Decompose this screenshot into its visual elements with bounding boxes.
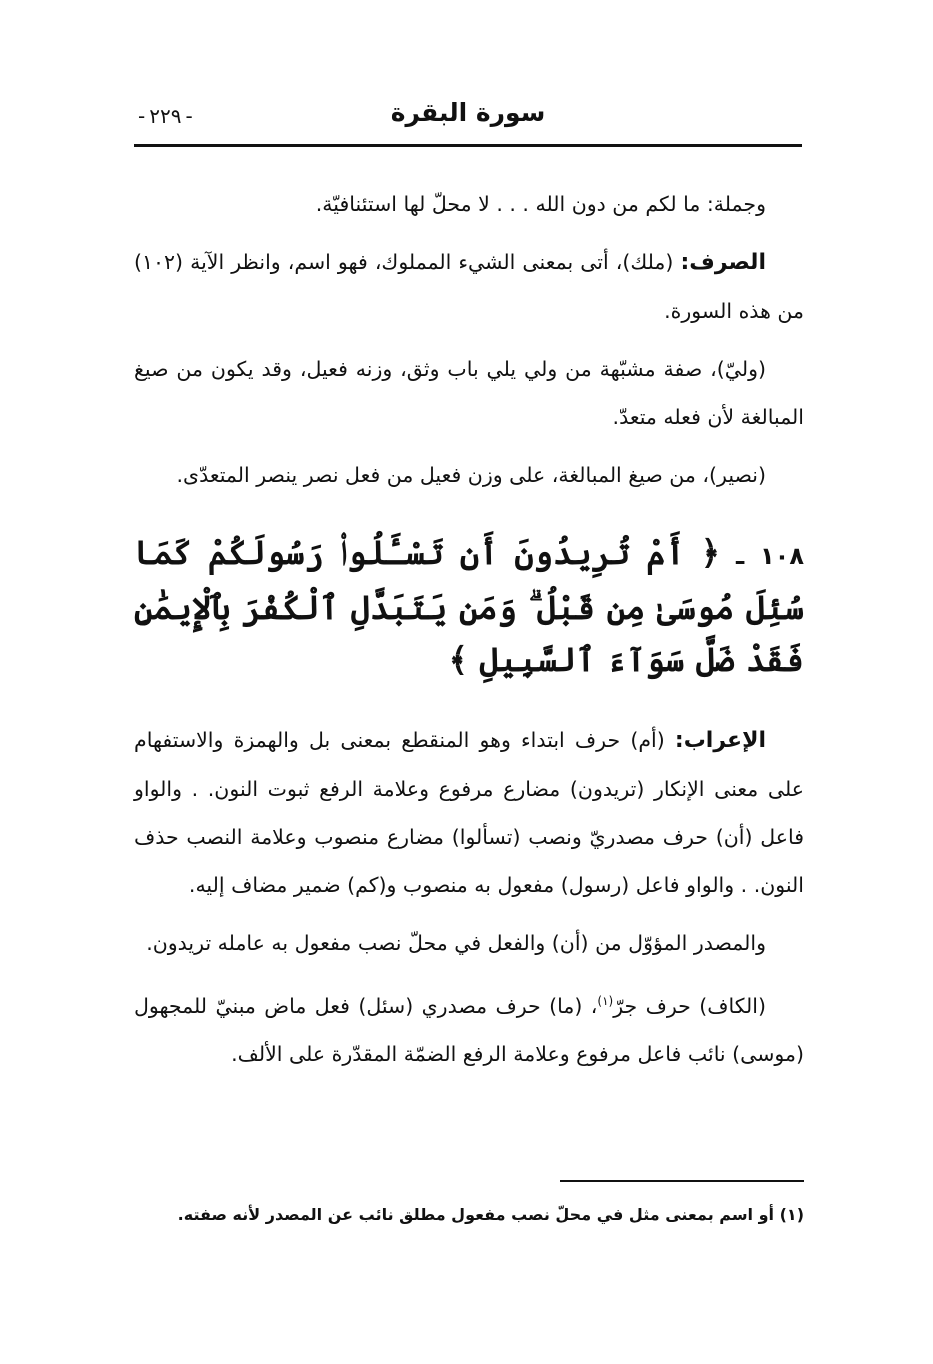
page-number-dash-right: -: [185, 104, 193, 128]
paragraph-sarf: [134, 238, 804, 335]
page-header: [134, 98, 802, 134]
verse-dash: ـ: [735, 542, 745, 570]
irab-label: الإعراب:: [674, 728, 766, 753]
verse-number: ١٠٨: [760, 542, 804, 570]
paragraph-kaf: [134, 977, 804, 1078]
page-number-dash-left: -: [138, 104, 146, 128]
page-body: [134, 180, 804, 1088]
paragraph-masdar: والمصدر المؤوّل من (أن) والفعل في محلّ نصب مفعول به عامله تريدون.: [146, 931, 766, 955]
kaf-text-end: ، (ما) حرف مصدري (سئل) فعل ماض مبنيّ للمجهول (موسى) نائب فاعل مرفوع وعلامة الرفع الضمّة المقدّرة على الألف.: [134, 993, 804, 1066]
header-rule: [134, 144, 802, 147]
footnote-marker: (١): [597, 994, 614, 1008]
irab-text: (أم) حرف ابتداء وهو المنقطع بمعنى بل والهمزة والاستفهام على معنى الإنكار (تريدون) مضارع مرفوع وعلامة الرفع ثبوت النون. . والواو فاعل (أن) حرف مصدريّ ونصب (تسألوا) مضارع منصوب وعلامة النصب حذف النون. . والواو فاعل (رسول) مفعول به منصوب و(كم) ضمير مضاف إليه.: [134, 728, 804, 897]
paragraph-waliy: (وليّ)، صفة مشبّهة من ولي يلي باب وثق، وزنه فعيل، وقد يكون من صيغ المبالغة لأن فعله متعدّ.: [134, 357, 804, 429]
verse-text: ﴿ أَمْ تُرِيدُونَ أَن تَسْـَٔلُوا۟ رَسُولَكُمْ كَمَا سُئِلَ مُوسَىٰ مِن قَبْلُ ۗ وَمَن يَتَبَدَّلِ ٱلْكُفْرَ بِٱلْإِيمَٰنِ فَقَدْ ضَلَّ سَوَآءَ ٱلسَّبِيلِ ﴾: [134, 533, 804, 679]
footnote: (١) أو اسم بمعنى مثل في محلّ نصب مفعول مطلق نائب عن المصدر لأنه صفته.: [177, 1205, 804, 1224]
running-title: سورة البقرة: [390, 98, 546, 127]
kaf-text-start: (الكاف) حرف جرّ: [613, 993, 766, 1018]
page-number-value: ٢٢٩: [149, 104, 182, 128]
footnote-rule: [560, 1180, 804, 1182]
quran-verse: [134, 527, 804, 686]
paragraph-nasir: (نصير)، من صيغ المبالغة، على وزن فعيل من فعل نصر ينصر المتعدّى.: [176, 463, 766, 487]
paragraph-irab: [134, 716, 804, 909]
sarf-label: الصرف:: [680, 250, 766, 275]
sarf-text: (ملك)، أتى بمعنى الشيء المملوك، فهو اسم، وانظر الآية (١٠٢) من هذه السورة.: [134, 250, 804, 323]
paragraph-jumla: وجملة: ما لكم من دون الله . . . لا محلّ لها استئنافيّة.: [315, 192, 766, 216]
